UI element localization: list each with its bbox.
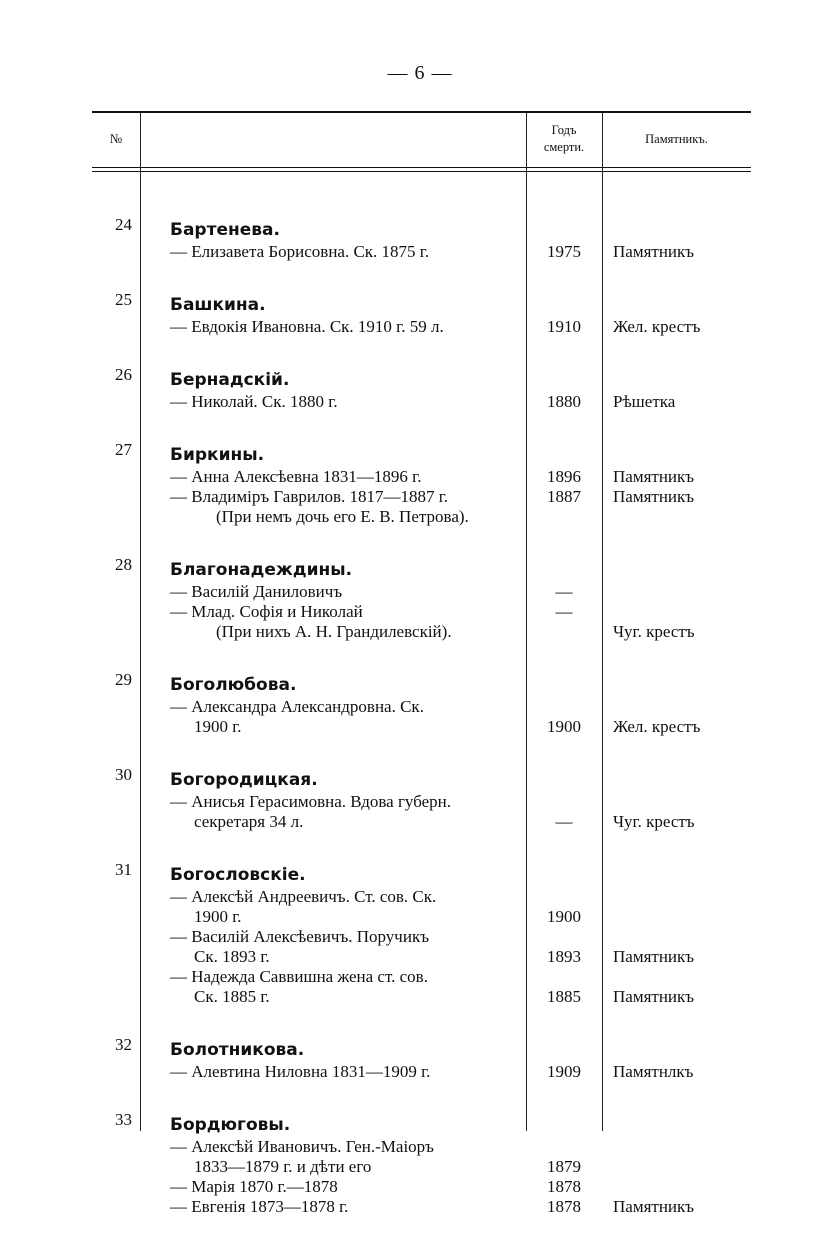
entry-row <box>92 242 751 262</box>
year-of-death: — <box>555 812 573 831</box>
person-text: — Марія 1870 г.—1878 <box>170 1177 338 1196</box>
entry-row <box>92 602 751 622</box>
entry-row <box>92 582 751 602</box>
monument-type: Памятникъ <box>613 467 695 486</box>
header-number: № <box>109 131 123 146</box>
monument-type: Рѣшетка <box>613 392 676 411</box>
family-name: Бернадскій. <box>170 370 290 390</box>
monument-type: Памятнлкъ <box>613 1062 694 1081</box>
person-text: — Владиміръ Гаврилов. 1817—1887 г. <box>170 487 449 506</box>
entry-row <box>92 1137 751 1157</box>
person-text: Ск. 1885 г. <box>194 987 270 1006</box>
year-of-death: 1910 <box>547 317 581 336</box>
year-of-death: 1896 <box>547 467 581 486</box>
entry-row <box>92 927 751 947</box>
page-number: — 6 — <box>387 62 453 84</box>
entry-number: 27 <box>115 440 132 459</box>
person-text: 1833—1879 г. и дѣти его <box>194 1157 372 1176</box>
entry-number: 31 <box>115 860 132 879</box>
family-name: Башкина. <box>170 295 266 315</box>
entry-row <box>92 987 751 1007</box>
entry-row <box>92 792 751 812</box>
year-of-death: 1900 <box>547 717 581 736</box>
entry-row <box>92 812 751 832</box>
header-monument: Памятникъ. <box>645 132 708 146</box>
entry-row <box>92 907 751 927</box>
monument-type: Чуг. крестъ <box>613 812 695 831</box>
family-name: Бартенева. <box>170 220 280 240</box>
entry <box>92 215 751 262</box>
year-of-death: — <box>555 602 573 621</box>
entry-row <box>92 1197 751 1217</box>
entry <box>92 670 751 737</box>
monument-type: Памятникъ <box>613 242 695 261</box>
entry-row <box>92 507 751 527</box>
year-of-death: — <box>555 582 573 601</box>
entry-row <box>92 392 751 412</box>
entry-row <box>92 697 751 717</box>
person-text: — Николай. Ск. 1880 г. <box>170 392 338 411</box>
person-text: Ск. 1893 г. <box>194 947 270 966</box>
entry-number: 26 <box>115 365 132 384</box>
entry-row <box>92 622 751 642</box>
year-of-death: 1975 <box>547 242 581 261</box>
entry-row <box>92 1062 751 1082</box>
entry <box>92 555 751 642</box>
monument-type: Памятникъ <box>613 947 695 966</box>
entry-number: 33 <box>115 1110 132 1129</box>
year-of-death: 1900 <box>547 907 581 926</box>
entry <box>92 860 751 1007</box>
table-top-rule <box>92 111 751 113</box>
entry <box>92 440 751 527</box>
person-text: — Млад. Софія и Николай <box>170 602 363 621</box>
monument-type: Жел. крестъ <box>613 717 701 736</box>
entry-number: 28 <box>115 555 132 574</box>
entry-row <box>92 317 751 337</box>
header-year-line1: Годъ <box>551 123 577 137</box>
person-text: — Василій Алексѣевичъ. Поручикъ <box>170 927 430 946</box>
family-name: Биркины. <box>170 445 265 465</box>
header-rule-double <box>92 171 751 172</box>
entry-number: 30 <box>115 765 132 784</box>
monument-type: Жел. крестъ <box>613 317 701 336</box>
entries-list <box>92 215 751 1245</box>
person-text: — Надежда Саввишна жена ст. сов. <box>170 967 428 986</box>
person-text: — Алексѣй Ивановичъ. Ген.-Маіоръ <box>170 1137 434 1156</box>
entry-row <box>92 1177 751 1197</box>
entry <box>92 765 751 832</box>
entry-row <box>92 487 751 507</box>
person-text: — Алексѣй Андреевичъ. Ст. сов. Ск. <box>170 887 437 906</box>
entry-number: 32 <box>115 1035 132 1054</box>
entry <box>92 1035 751 1082</box>
year-of-death: 1885 <box>547 987 581 1006</box>
entry <box>92 1110 751 1217</box>
family-name: Боголюбова. <box>170 675 297 695</box>
family-name: Бордюговы. <box>170 1115 291 1135</box>
entry-row <box>92 967 751 987</box>
family-name: Богословскіе. <box>170 865 306 885</box>
entry-number: 24 <box>115 215 132 234</box>
person-text: (При нихъ А. Н. Грандилевскій). <box>216 622 452 641</box>
burial-table <box>92 111 751 1216</box>
year-of-death: 1887 <box>547 487 581 506</box>
header-rule <box>92 167 751 168</box>
person-text: секретаря 34 л. <box>194 812 304 831</box>
entry-number: 25 <box>115 290 132 309</box>
year-of-death: 1880 <box>547 392 581 411</box>
monument-type: Памятникъ <box>613 987 695 1006</box>
year-of-death: 1878 <box>547 1197 581 1216</box>
entry <box>92 290 751 337</box>
person-text: — Евгенія 1873—1878 г. <box>170 1197 349 1216</box>
monument-type: Памятникъ <box>613 487 695 506</box>
entry-row <box>92 467 751 487</box>
year-of-death: 1879 <box>547 1157 581 1176</box>
entry-row <box>92 887 751 907</box>
entry <box>92 365 751 412</box>
person-text: — Василій Даниловичъ <box>170 582 343 601</box>
family-name: Благонадеждины. <box>170 560 353 580</box>
header-year-line2: смерти. <box>543 140 585 154</box>
person-text: — Алевтина Ниловна 1831—1909 г. <box>170 1062 431 1081</box>
entry-row <box>92 717 751 737</box>
person-text: 1900 г. <box>194 907 242 926</box>
entry-number: 29 <box>115 670 132 689</box>
person-text: — Анисья Герасимовна. Вдова губерн. <box>170 792 452 811</box>
person-text: 1900 г. <box>194 717 242 736</box>
monument-type: Памятникъ <box>613 1197 695 1216</box>
person-text: — Александра Александровна. Ск. <box>170 697 424 716</box>
entry-row <box>92 1157 751 1177</box>
person-text: — Елизавета Борисовна. Ск. 1875 г. <box>170 242 430 261</box>
person-text: (При немъ дочь его Е. В. Петрова). <box>216 507 469 526</box>
entry-row <box>92 947 751 967</box>
monument-type: Чуг. крестъ <box>613 622 695 641</box>
year-of-death: 1878 <box>547 1177 581 1196</box>
header-year-of-death <box>526 122 602 156</box>
person-text: — Евдокія Ивановна. Ск. 1910 г. 59 л. <box>170 317 444 336</box>
family-name: Богородицкая. <box>170 770 318 790</box>
year-of-death: 1893 <box>547 947 581 966</box>
year-of-death: 1909 <box>547 1062 581 1081</box>
person-text: — Анна Алексѣевна 1831—1896 г. <box>170 467 422 486</box>
family-name: Болотникова. <box>170 1040 305 1060</box>
